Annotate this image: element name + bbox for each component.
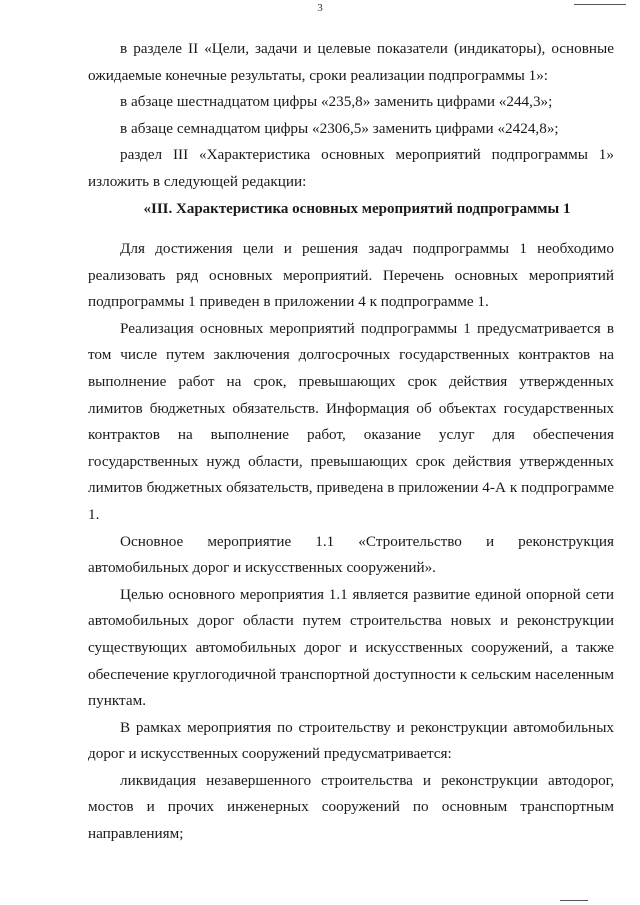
- paragraph-implementation: Реализация основных мероприятий подпрограммы 1 предусматривается в том числе путем заключения долгосрочных государственных контрактов на выполнение работ на срок, превышающих срок действия утвержденных лимитов бюджетных обязательств. Информация об объектах государственных контрактов на выполнение работ, оказание услуг для обеспечения государственных нужд области, превышающих срок действия утвержденных лимитов бюджетных обязательств, приведена в приложении 4-А к подпрограмме 1.: [88, 319, 614, 523]
- page-number: 3: [317, 2, 323, 14]
- paragraph-liquidation: ликвидация незавершенного строительства и реконструкции автодорог, мостов и прочих инженерных сооружений по основным транспортным направлениям;: [88, 771, 614, 843]
- paragraph-abzac-17: в абзаце семнадцатом цифры «2306,5» заменить цифрами «2424,8»;: [120, 119, 559, 137]
- document-body: [88, 36, 614, 196]
- section-heading: «III. Характеристика основных мероприятий подпрограммы 1: [143, 201, 571, 217]
- paragraph-measure-scope: В рамках мероприятия по строительству и реконструкции автомобильных дорог и искусственных сооружений предусматривается:: [88, 718, 614, 763]
- paragraph-measure-1-1: Основное мероприятие 1.1 «Строительство и реконструкция автомобильных дорог и искусственных сооружений».: [88, 532, 614, 577]
- paragraph-section-2-title: в разделе II «Цели, задачи и целевые показатели (индикаторы), основные ожидаемые конечные результаты, сроки реализации подпрограммы 1»:: [88, 40, 614, 84]
- section-body: [88, 236, 614, 848]
- scan-mark-bottom-right: [560, 900, 588, 901]
- paragraph-abzac-16: в абзаце шестнадцатом цифры «235,8» заменить цифрами «244,3»;: [120, 93, 553, 111]
- paragraph-measure-goal: Целью основного мероприятия 1.1 является развитие единой опорной сети автомобильных дорог области путем строительства новых и реконструкции существующих автомобильных дорог и искусственных сооружений, а также обеспечение круглогодичной транспортной доступности к сельским населенным пунктам.: [88, 585, 614, 710]
- section-heading-block: [88, 196, 614, 223]
- paragraph-goal: Для достижения цели и решения задач подпрограммы 1 необходимо реализовать ряд основных мероприятий. Перечень основных мероприятий подпрограммы 1 приведен в приложении 4 к подпрограмме 1.: [88, 240, 614, 311]
- scan-mark-top-right: [574, 4, 626, 5]
- paragraph-section-3-intro: раздел III «Характеристика основных мероприятий подпрограммы 1» изложить в следующей редакции:: [88, 146, 614, 190]
